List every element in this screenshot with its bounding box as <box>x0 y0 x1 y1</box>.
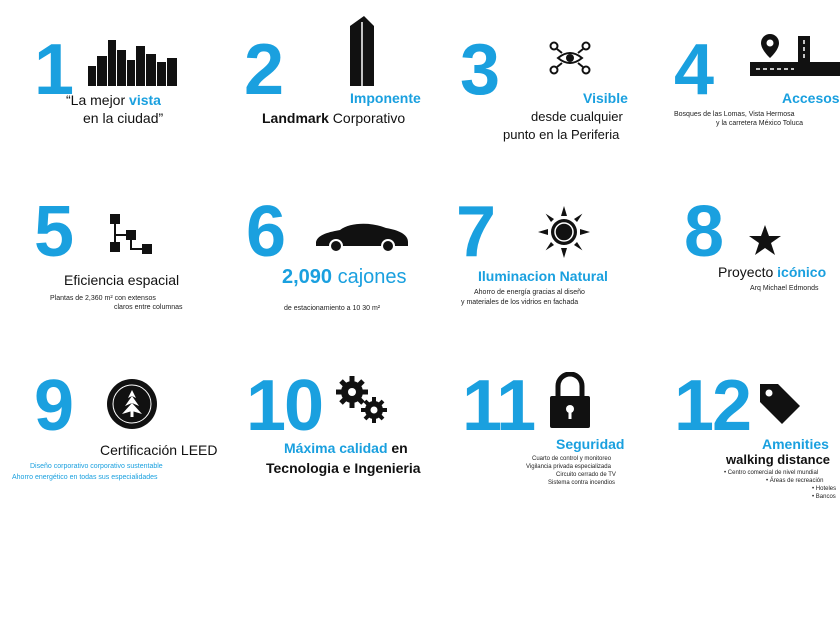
car-icon <box>314 220 410 254</box>
feature-line: • Bancos <box>812 494 836 500</box>
feature-number: 12 <box>674 366 751 446</box>
subtitle-bold: Landmark <box>262 110 329 126</box>
feature-line: Plantas de 2,360 m² con extensos <box>50 295 156 302</box>
org-chart-icon <box>108 212 156 256</box>
feature-line: • Hoteles <box>812 486 837 492</box>
subtitle-part: Corporativo <box>328 110 406 126</box>
feature-subtitle <box>262 110 405 126</box>
feature-number: 1 <box>34 30 73 110</box>
title-highlight: Máxima calidad <box>284 440 388 456</box>
feature-line: Ahorro de energía gracias al diseño <box>474 289 585 296</box>
feature-line: Ahorro energético en todas sus especialidades <box>12 474 158 481</box>
feature-title <box>718 264 826 280</box>
feature-number: 2 <box>244 30 283 110</box>
feature-line: y materiales de los vidrios en fachada <box>461 299 579 306</box>
feature-title: Accesos <box>782 90 840 106</box>
tower-icon <box>342 16 382 86</box>
feature-line: de estacionamiento a 10 30 m² <box>284 305 381 312</box>
feature-number: 3 <box>460 30 499 110</box>
feature-title: Imponente <box>350 90 421 106</box>
feature-title <box>66 92 161 108</box>
feature-title: Iluminacion Natural <box>478 268 608 284</box>
feature-line: desde cualquier <box>531 109 623 124</box>
title-part: Proyecto <box>718 264 778 280</box>
feature-title: Eficiencia espacial <box>64 272 180 288</box>
feature-number: 4 <box>674 30 713 110</box>
sun-icon <box>538 206 590 258</box>
title-highlight: icónico <box>777 264 827 280</box>
feature-title: Seguridad <box>556 436 625 452</box>
feature-title: Certificación LEED <box>100 442 218 458</box>
feature-number: 9 <box>34 366 73 446</box>
feature-number: 11 <box>462 366 535 446</box>
feature-number: 5 <box>34 192 73 272</box>
feature-line: Bosques de las Lomas, Vista Hermosa <box>674 111 795 118</box>
feature-line: claros entre columnas <box>114 304 183 311</box>
feature-title <box>284 440 408 456</box>
feature-line: • Centro comercial de nivel mundial <box>724 470 819 476</box>
feature-subtitle: en la ciudad” <box>83 110 164 126</box>
title-highlight: vista <box>129 92 161 108</box>
leed-seal-icon <box>106 378 158 430</box>
feature-subtitle: walking distance <box>726 452 831 467</box>
feature-line: Diseño corporativo corporativo sustentable <box>30 463 163 470</box>
feature-number: 10 <box>246 366 323 446</box>
star-icon <box>748 224 782 256</box>
feature-number: 6 <box>246 192 285 272</box>
gears-icon <box>334 374 390 424</box>
feature-number: 7 <box>456 192 495 272</box>
title-highlight: 2,090 <box>282 266 333 288</box>
feature-line: y la carretera México Toluca <box>716 120 804 127</box>
feature-number: 8 <box>684 192 723 272</box>
city-skyline-icon <box>88 38 180 86</box>
feature-title <box>282 266 407 289</box>
feature-title: Visible <box>583 90 628 106</box>
eye-network-icon <box>548 40 592 76</box>
feature-line: punto en la Periferia <box>503 127 620 142</box>
map-pin-road-icon <box>748 32 840 82</box>
feature-line: • Áreas de recreación <box>766 478 824 484</box>
tag-icon <box>756 380 802 424</box>
title-part: cajones <box>332 266 407 288</box>
padlock-icon <box>548 372 592 430</box>
feature-line: Circuito cerrado de TV <box>556 472 616 478</box>
feature-line: Sistema contra incendios <box>548 480 616 486</box>
feature-subtitle: Tecnologia e Ingenieria <box>266 460 421 476</box>
title-part: “La mejor <box>66 92 130 108</box>
feature-line: Arq Michael Edmonds <box>750 285 819 292</box>
title-part: en <box>387 440 408 456</box>
feature-title: Amenities <box>762 436 829 452</box>
feature-line: Cuarto de control y monitoreo <box>532 456 612 462</box>
feature-line: Vigilancia privada especializada <box>526 464 611 470</box>
